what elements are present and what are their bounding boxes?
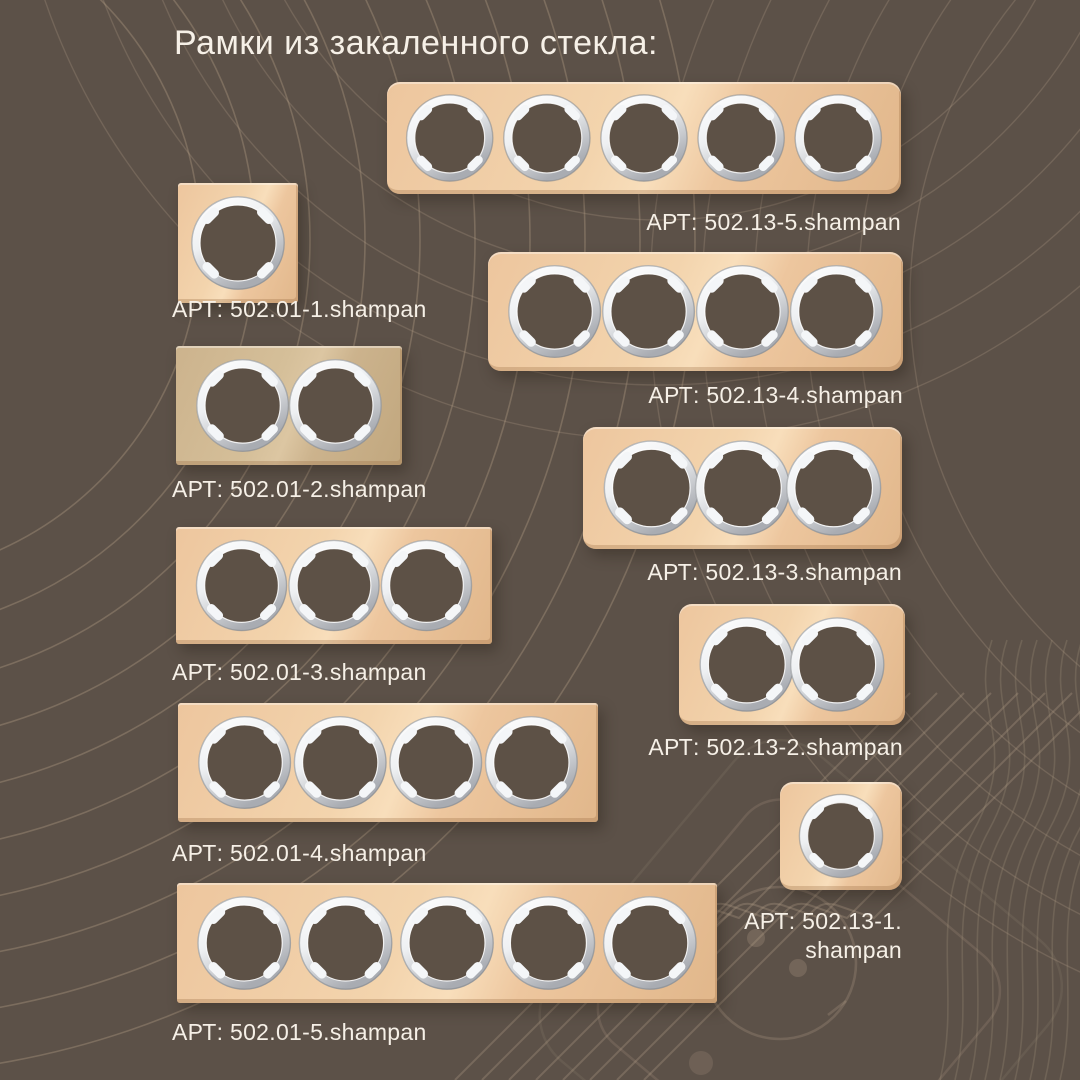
product-frame-502-01-1: [178, 183, 298, 303]
article-label-502-13-3: АРТ: 502.13-3.shampan: [647, 559, 902, 585]
product-frame-502-01-5: [177, 883, 717, 1003]
socket-rings: [177, 883, 717, 1003]
product-frame-502-13-5: [387, 82, 901, 194]
article-label-502-01-2: АРТ: 502.01-2.shampan: [172, 476, 427, 502]
article-label-502-01-5: АРТ: 502.01-5.shampan: [172, 1019, 427, 1045]
socket-rings: [178, 183, 298, 303]
article-label-502-01-1: АРТ: 502.01-1.shampan: [172, 296, 427, 322]
socket-rings: [583, 427, 902, 549]
product-frame-502-01-3: [176, 527, 492, 644]
socket-rings: [178, 703, 598, 822]
product-frame-502-13-1: [780, 782, 902, 890]
socket-rings: [679, 604, 905, 725]
article-label-line-2: shampan: [805, 937, 902, 963]
article-label-502-01-4: АРТ: 502.01-4.shampan: [172, 840, 427, 866]
product-frame-502-13-3: [583, 427, 902, 549]
socket-rings: [176, 346, 402, 465]
page-title: Рамки из закаленного стекла:: [174, 24, 658, 62]
article-label-line-1: АРТ: 502.13-1.: [744, 908, 902, 934]
socket-rings: [387, 82, 901, 194]
article-label-502-13-4: АРТ: 502.13-4.shampan: [648, 382, 903, 408]
product-frame-502-01-4: [178, 703, 598, 822]
article-label-502-13-5: АРТ: 502.13-5.shampan: [646, 209, 901, 235]
socket-rings: [176, 527, 492, 644]
article-label-502-01-3: АРТ: 502.01-3.shampan: [172, 659, 427, 685]
product-frame-502-13-2: [679, 604, 905, 725]
product-frame-502-01-2: [176, 346, 402, 465]
socket-rings: [488, 252, 903, 371]
article-label-502-13-1: [744, 907, 902, 965]
article-label-502-13-2: АРТ: 502.13-2.shampan: [648, 734, 903, 760]
product-frame-502-13-4: [488, 252, 903, 371]
socket-rings: [780, 782, 902, 890]
